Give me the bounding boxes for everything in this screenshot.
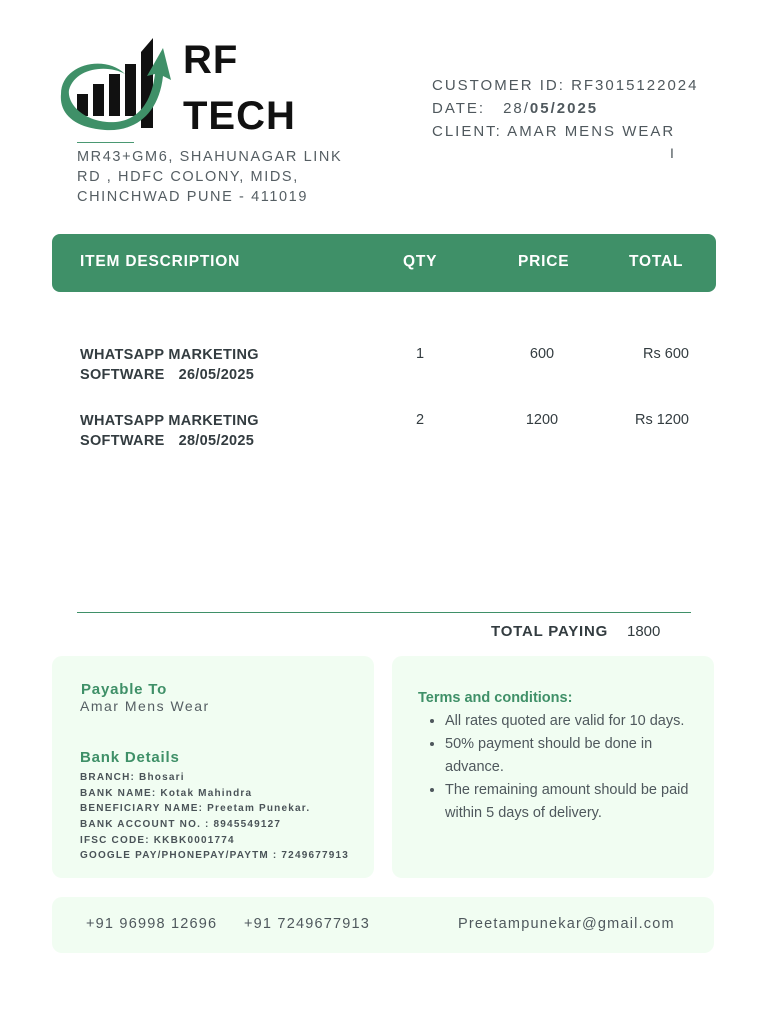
- email-link[interactable]: Preetampunekar@gmail.com: [458, 916, 675, 932]
- description-software: SOFTWARE: [80, 367, 165, 383]
- description-line-1: WHATSAPP MARKETING: [80, 347, 259, 363]
- bank-branch: BRANCH: Bhosari: [80, 772, 185, 783]
- header-item-description: ITEM DESCRIPTION: [80, 253, 241, 270]
- description-software: SOFTWARE: [80, 433, 165, 449]
- table-row-total: Rs 600: [643, 346, 689, 362]
- phone-number-2[interactable]: +91 7249677913: [244, 916, 371, 932]
- terms-list: [427, 710, 715, 825]
- bank-account-number: BANK ACCOUNT NO. : 8945549127: [80, 819, 282, 830]
- description-line-1: WHATSAPP MARKETING: [80, 413, 259, 429]
- table-row-price: 1200: [525, 412, 559, 428]
- brand-divider: [77, 142, 134, 143]
- payable-to-heading: Payable To: [81, 681, 168, 698]
- address-line-1: MR43+GM6, SHAHUNAGAR LINK: [77, 149, 343, 165]
- date-month-year: 05/2025: [529, 100, 599, 117]
- beneficiary-name: BENEFICIARY NAME: Preetam Punekar.: [80, 803, 311, 814]
- header-qty: QTY: [403, 253, 438, 270]
- terms-item: • All rates quoted are valid for 10 days.: [445, 710, 715, 733]
- date-label: DATE:: [432, 100, 486, 117]
- stray-mark: I: [670, 145, 674, 161]
- terms-heading: Terms and conditions:: [418, 690, 573, 706]
- phone-number-1[interactable]: +91 96998 12696: [86, 916, 218, 932]
- table-row-qty: 2: [415, 412, 425, 428]
- table-row-qty: 1: [415, 346, 425, 362]
- invoice-date: [432, 100, 598, 117]
- bank-name: BANK NAME: Kotak Mahindra: [80, 788, 253, 799]
- rf-tech-logo-icon: [55, 34, 175, 134]
- brand-name-line-2: TECH: [183, 94, 296, 138]
- description-date: 26/05/2025: [178, 367, 255, 383]
- table-row-description: [80, 411, 320, 451]
- bank-details-heading: Bank Details: [80, 749, 180, 766]
- total-paying-value: 1800: [627, 623, 661, 640]
- header-total: TOTAL: [629, 253, 684, 270]
- address-line-2: RD , HDFC COLONY, MIDS,: [77, 169, 299, 185]
- upi-number: GOOGLE PAY/PHONEPAY/PAYTM : 7249677913: [80, 850, 350, 861]
- total-paying-label: TOTAL PAYING: [491, 623, 609, 640]
- terms-item: • The remaining amount should be paid within 5 days of delivery.: [445, 779, 715, 825]
- table-row-price: 600: [529, 346, 555, 362]
- total-divider: [77, 612, 691, 613]
- address-line-3: CHINCHWAD PUNE - 411019: [77, 189, 308, 205]
- description-date: 28/05/2025: [178, 433, 255, 449]
- brand-name-line-1: RF: [183, 38, 239, 82]
- client-name: CLIENT: AMAR MENS WEAR: [432, 123, 676, 140]
- date-day: 28/: [503, 100, 530, 117]
- terms-item: • 50% payment should be done in advance.: [445, 733, 715, 779]
- table-row-total: Rs 1200: [634, 412, 689, 428]
- description-line-2: [80, 431, 320, 451]
- ifsc-code: IFSC CODE: KKBK0001774: [80, 835, 235, 846]
- description-line-2: [80, 365, 320, 385]
- table-row-description: [80, 345, 320, 385]
- customer-id: CUSTOMER ID: RF3015122024: [432, 77, 699, 94]
- header-price: PRICE: [518, 253, 570, 270]
- payable-to-name: Amar Mens Wear: [80, 698, 210, 714]
